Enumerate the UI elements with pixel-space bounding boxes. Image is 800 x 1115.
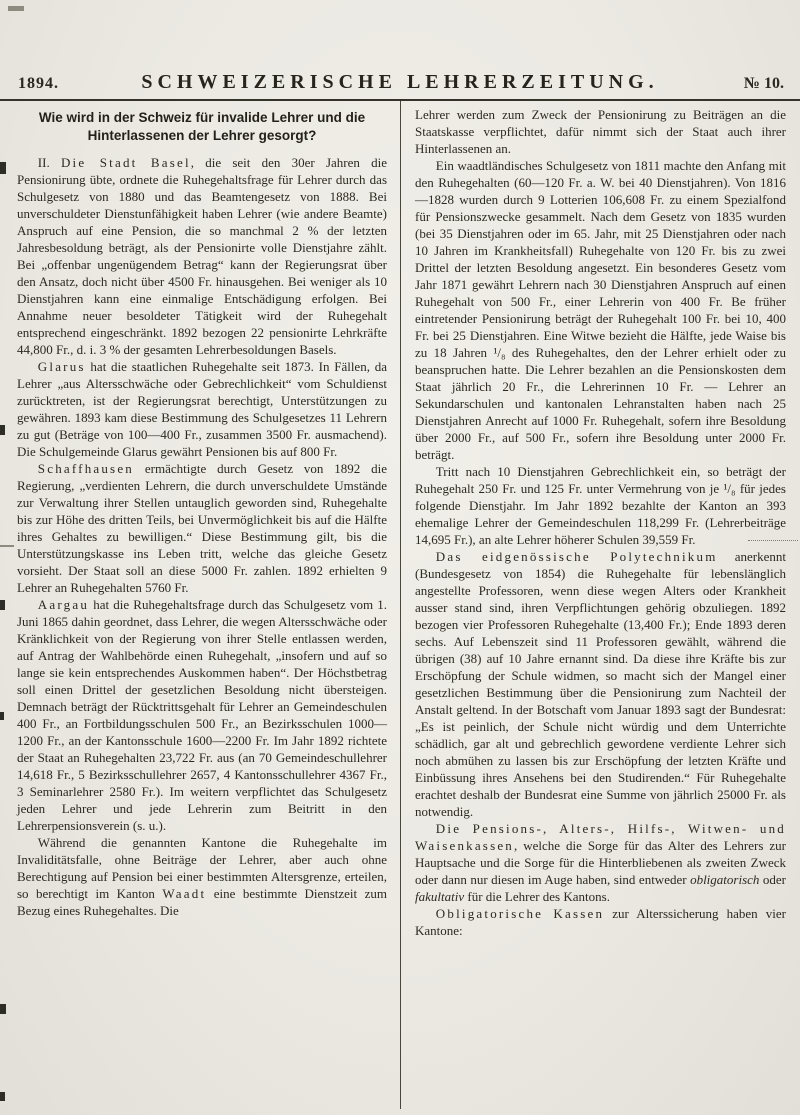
paragraph [415, 548, 786, 820]
issue-number: № 10. [743, 75, 784, 92]
masthead-title: SCHWEIZERISCHE LEHRERZEITUNG. [141, 71, 659, 93]
scan-artifact [0, 600, 5, 610]
text-segment: , welche die Sorge für das Alter des Lehrers zur Hauptsache und die Sorge für die Hinterbliebenen als zweiten Zweck oder dann nur diesen im Auge haben, sind entweder [415, 838, 786, 887]
text-segment: Aargau [37, 597, 90, 612]
text-segment: Das eidgenössische Polytechnikum [435, 549, 718, 564]
scan-artifact [0, 712, 4, 720]
paragraph [415, 820, 786, 905]
left-column [0, 101, 400, 1109]
text-segment: Die Stadt Basel [60, 155, 191, 170]
scan-artifact [0, 545, 14, 547]
text-segment: für die Lehrer des Kantons. [464, 889, 610, 904]
text-segment: hat die staatlichen Ruhegehalte seit 1873. In Fällen, da Lehrer „aus Altersschwäche oder Gebrechlichkeit“ vom Schuldienst zurücktreten, ist der Regierungsrat berechtigt, Unterstützungen zu gewähren. 1893 kam diese Bestimmung des Schulgesetzes 11 Lehrern zu gut (Beträge von 100—400 Fr., zusammen 3500 Fr. ausmachend). Die Schulgemeinde Glarus gewährt Pensionen bis auf 800 Fr. [17, 359, 387, 459]
article-title-line2: Hinterlassenen der Lehrer gesorgt? [87, 128, 317, 143]
text-segment: Glarus [37, 359, 86, 374]
scan-artifact [0, 162, 6, 174]
scan-artifact [0, 425, 5, 435]
paragraph [415, 106, 786, 157]
text-segment: oder [759, 872, 786, 887]
paragraph [17, 358, 387, 460]
paragraph [17, 154, 387, 358]
article-title-line1: Wie wird in der Schweiz für invalide Lehrer und die [38, 110, 366, 125]
paragraph [17, 460, 387, 596]
paragraph [415, 157, 786, 463]
text-segment: hat die Ruhegehaltsfrage durch das Schulgesetz vom 1. Juni 1865 dahin geordnet, dass Lehrer, die wegen Altersschwäche oder Kränklichkeit von der Regierung von ihrer Stelle entlassen werden, auf Antrag der Wahlbehörde einen Ruhegehalt, „insofern und auf so lange sie kein entsprechendes Auskommen haben“. Der Höchstbetrag soll einen Drittel der gesetzlichen Besoldung nicht übersteigen. Demnach beträgt der Rücktrittsgehalt für Lehrer an Gemeindeschulen 400 Fr., an Fortbildungsschulen 500 Fr., an Bezirksschulen 1000—1200 Fr., an der Kantonsschule 1600—2200 Fr. Im Jahr 1892 richtete der Staat an Ruhegehalten 23,722 Fr. aus (an 70 Gemeindeschullehrer 14,618 Fr., 5 Bezirksschullehrer 2657, 4 Kantonsschullehrer 4367 Fr., 3 Seminarlehrer 2580 Fr.). Im weitern verpflichtet das Schulgesetz jeden Lehrer und jede Lehrerin zum Beitritt in den Lehrerpensionsverein (s. u.). [17, 597, 387, 833]
right-column [400, 101, 800, 1109]
text-segment: eine bestimmte Dienstzeit zum Bezug eines Ruhegehaltes. Die [17, 886, 387, 918]
text-segment: Während die genannten Kantone die Ruhegehalte im Invaliditätsfalle, ohne Beiträge der Lehrer, aber auch ohne Berechtigung auf Pension bei einer bestimmten Altersgrenze, erteilen, so berechtigt im Kanton [17, 835, 387, 901]
text-segment: zur Alterssicherung haben vier Kantone: [415, 906, 786, 938]
paragraph [17, 596, 387, 834]
paragraph [415, 463, 786, 548]
text-segment: obligatorisch [690, 872, 760, 887]
text-segment: Tritt nach 10 Dienstjahren Gebrechlichkeit ein, so beträgt der Ruhegehalt 250 Fr. und 125 Fr. unter Vermehrung von je ¹/₈ für jedes folgende Dienstjahr. Im Jahr 1892 bezahlte der Kanton an 393 ehemalige Lehrer der Gemeindeschulen 118,299 Fr. (Lehrerbeiträge 14,695 Fr.), an alte Lehrer höherer Schulen 39,559 Fr. [415, 464, 786, 547]
scan-artifact [748, 540, 798, 541]
text-segment: Lehrer werden zum Zweck der Pensionirung zu Beiträgen an die Staatskasse verpflichtet, dafür nimmt sich der Staat auch ihrer Hinterlassenen an. [415, 107, 786, 156]
text-segment: Obligatorische Kassen [435, 906, 605, 921]
article-columns [0, 101, 800, 1109]
text-segment: Waadt [162, 886, 207, 901]
text-segment: II. [37, 155, 61, 170]
text-segment: Schaffhausen [37, 461, 134, 476]
text-segment: fakultativ [415, 889, 465, 904]
paragraph [415, 905, 786, 939]
text-segment: anerkennt (Bundesgesetz von 1854) die Ruhegehalte für lebenslänglich angestellte Professoren, wenn diese wegen Alters oder Krankheit ausser stand sind, ihren Verpflichtungen gehörig obzuliegen. 1892 bezogen vier Professoren Ruhegehalte (13,400 Fr.); Ende 1893 deren sechs. Auf Lebenszeit sind 11 Professoren gewählt, während die übrigen (38) auf 10 Jahre ernannt sind. Da diese ihre Kräfte bis zur Erschöpfung der Schule widmen, so macht sich der Mangel einer gesetzlichen Bestimmung über die Pensionirung zum Nachteil der Anstalt geltend. In der Botschaft vom Januar 1893 sagt der Bundesrat: „Es ist peinlich, der Schule nicht würdig und dem Unterrichte schädlich, gar alt und gebrechlich gewordene verdiente Lehrer sich noch abmühen zu lassen bis zur Erschöpfung der letzten Kräfte und Einbüssung ihres Ansehens bei den Studirenden.“ Für Ruhegehalte erachtet deshalb der Bundesrat eine Summe von jährlich 25000 Fr. als notwendig. [415, 549, 786, 819]
scan-artifact [0, 1004, 6, 1014]
text-segment: Ein waadtländisches Schulgesetz von 1811 machte den Anfang mit den Ruhegehalten (60—120 Fr. a. W. bei 40 Dienstjahren). Von 1816—1828 wurden durch 9 Lotterien 106,608 Fr. zu einem Spezialfond für Pensionszwecke gesammelt. Nach dem Gesetz von 1835 wurden (bei 35 Dienstjahren oder im 65. Jahr, mit 25 Dienstjahren oder nach 10 Jahren im Krankheitsfall) Ruhegehalte von 120 Fr. bis zu zwei Drittel der letzten Besoldung angesetzt. Ein besonderes Gesetz vom Jahr 1871 gewährt Lehrern nach 30 Dienstjahren Anspruch auf einen Ruhegehalt von 500 Fr., einer Lehrerin von 400 Fr. Be früher eintretender Pensionirung beträgt der Ruhegehalt 100 Fr. bei 10, 400 Fr. bei 25 Dienstjahren. Eine Witwe bezieht die Hälfte, jede Waise bis zu 18 Jahren ¹/₈ des Ruhegehaltes, den der Lehrer erhielt oder zu beanspruchen hatte. Die Lehrer bezahlen an die Pensionskosten dem Staat jährlich 20 Fr., die Lehrerinnen 10 Fr. — Lehrer an Sekundarschulen und kantonalen Lehranstalten haben nach 25 Dienstjahren Anrecht auf 1000 Fr. Ruhegehalt, sofern ihre Besoldung über 2000 Fr., auf 500 Fr., sofern ihre Besoldung unter 2000 Fr. beträgt. [415, 158, 786, 462]
paragraph [17, 834, 387, 919]
year-label: 1894. [18, 75, 59, 92]
scan-artifact [8, 6, 24, 11]
text-segment: ermächtigte durch Gesetz von 1892 die Regierung, „verdienten Lehrern, die durch unverschuldete Umstände zur Verwaltung ihrer Stellen untauglich geworden sind, Ruhegehalte bis zur Höhe des dritten Teils, bei Unvermöglichkeit bis auf die Hälfte ihres Gehaltes zu bewilligen.“ Diese Bestimmung gilt, bis die Unterstützungskasse ins Leben tritt, welche das gleiche Gesetz vorsieht. Der Staat soll an diese 5000 Fr. zahlen. 1892 erhielten 9 Lehrer an Ruhegehalten 5760 Fr. [17, 461, 387, 595]
scan-artifact [0, 1092, 5, 1101]
text-segment: , die seit den 30er Jahren die Pensionirung übte, ordnete die Ruhegehaltsfrage für Lehrer durch das Schulgesetz von 1880 und das Beamtengesetz von 1888. Bei unverschuldeter Dienstunfähigkeit haben Lehrer (wie andere Beamte) Anspruch auf eine Pension, die so manchmal 2 % der letzten Jahresbesoldung beträgt, als der Pensionirte volle Dienstjahre zählt. Bei „offenbar ungenügendem Betrag“ kann der Regierungsrat über den Ansatz, doch nicht über 4500 Fr. hinausgehen. Bei weniger als 10 Dienstjahren kann eine einmalige Entschädigung erfolgen. Bei Annahme neuer besoldeter Tätigkeit wird der Ruhegehalt entsprechend eingeschränkt. 1892 bezogen 22 pensionirte Lehrkräfte 44,800 Fr., d. i. 3 % der gesamten Lehrerbesoldungen Basels. [17, 155, 387, 357]
text-segment: Die Pensions-, Alters-, Hilfs-, Witwen- und Waisenkassen [415, 821, 786, 853]
article-title [21, 109, 383, 145]
page-header [0, 68, 800, 98]
